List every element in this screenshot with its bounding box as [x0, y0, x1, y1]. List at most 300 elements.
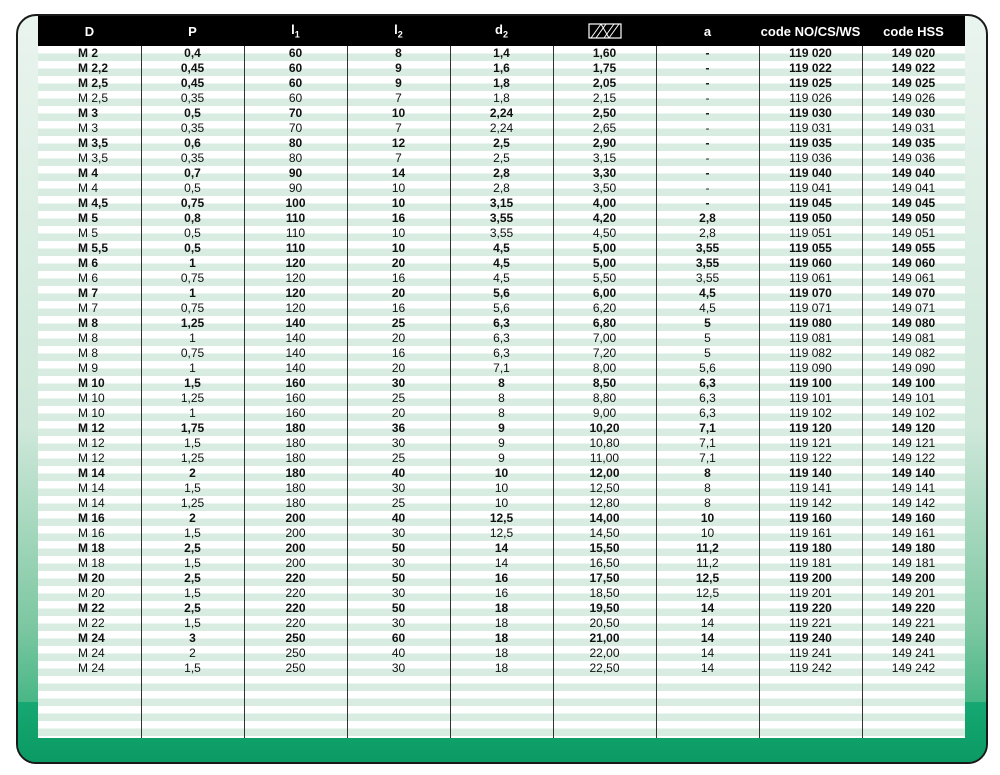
- cell-l2: 10: [391, 226, 406, 240]
- cell-d2: 10: [494, 466, 509, 480]
- cell-l1: 220: [285, 586, 306, 600]
- cell-drill: 8,00: [592, 361, 617, 375]
- table-row: [38, 556, 965, 571]
- cell-code-hss: 149 180: [891, 541, 936, 555]
- table-row: [38, 646, 965, 661]
- cell-l1: 120: [285, 271, 306, 285]
- table-row: [38, 121, 965, 136]
- table-row: [38, 76, 965, 91]
- cell-drill: 22,50: [589, 661, 620, 675]
- cell-d: M 24: [78, 661, 105, 675]
- cell-code-no: 119 241: [789, 646, 832, 660]
- cell-code-no: 119 061: [789, 271, 832, 285]
- cell-d: M 4: [78, 181, 99, 195]
- cell-p: 0,75: [180, 196, 205, 210]
- cell-l2: 14: [391, 166, 406, 180]
- cell-code-no: 119 026: [789, 91, 832, 105]
- cell-code-no: 119 055: [789, 241, 832, 255]
- cell-p: 1,25: [180, 391, 205, 405]
- cell-l2: 20: [391, 286, 406, 300]
- cell-a: 2,8: [699, 211, 716, 225]
- cell-d2: 6,3: [493, 331, 510, 345]
- cell-code-no: 119 220: [789, 601, 832, 615]
- cell-p: 0,8: [184, 211, 201, 225]
- header-d2: [450, 16, 553, 46]
- cell-code-no: 119 240: [789, 631, 832, 645]
- cell-a: 10: [700, 511, 715, 525]
- table-row: [38, 406, 965, 421]
- cell-code-hss: 149 060: [891, 256, 936, 270]
- cell-code-hss: 149 025: [891, 76, 936, 90]
- cell-l2: 25: [391, 451, 406, 465]
- cell-code-no: 119 030: [789, 106, 832, 120]
- cell-code-hss: 149 051: [891, 226, 936, 240]
- cell-d2: 1,4: [493, 46, 510, 60]
- header-row: [38, 16, 965, 46]
- table-row: [38, 166, 965, 181]
- cell-d2: 9: [498, 436, 505, 450]
- cell-d: M 2,2: [78, 61, 109, 75]
- cell-code-no: 119 090: [789, 361, 832, 375]
- cell-l2: 30: [391, 586, 406, 600]
- cell-drill: 2,05: [592, 76, 617, 90]
- cell-a: -: [705, 196, 710, 210]
- cell-p: 1,5: [184, 556, 201, 570]
- cell-drill: 12,00: [589, 466, 620, 480]
- cell-drill: 17,50: [589, 571, 620, 585]
- cell-a: 14: [700, 601, 715, 615]
- cell-code-hss: 149 071: [891, 301, 936, 315]
- header-l1: [244, 16, 347, 46]
- cell-l2: 30: [391, 376, 406, 390]
- header-d2-label: d: [495, 22, 503, 38]
- cell-d: M 3: [78, 106, 99, 120]
- table-row: [38, 241, 965, 256]
- cell-l1: 200: [285, 556, 306, 570]
- cell-d: M 10: [78, 406, 105, 420]
- table-row: [38, 211, 965, 226]
- cell-l1: 160: [285, 376, 306, 390]
- cell-code-no: 119 201: [789, 586, 832, 600]
- cell-d2: 9: [498, 421, 505, 435]
- cell-drill: 7,20: [592, 346, 617, 360]
- cell-code-no: 119 221: [789, 616, 832, 630]
- cell-code-hss: 149 240: [891, 631, 936, 645]
- cell-l1: 90: [288, 166, 303, 180]
- cell-code-hss: 149 181: [891, 556, 936, 570]
- cell-l2: 40: [391, 466, 406, 480]
- table-row: [38, 151, 965, 166]
- cell-l2: 7: [395, 91, 402, 105]
- cell-drill: 19,50: [589, 601, 620, 615]
- cell-d2: 18: [494, 631, 509, 645]
- cell-d2: 1,8: [493, 76, 510, 90]
- cell-a: 6,3: [699, 406, 716, 420]
- cell-code-no: 119 200: [789, 571, 832, 585]
- cell-code-hss: 149 120: [891, 421, 936, 435]
- cell-l1: 110: [285, 211, 306, 225]
- cell-code-no: 119 140: [789, 466, 832, 480]
- table-row: [38, 421, 965, 436]
- cell-p: 1,5: [184, 586, 201, 600]
- cell-l1: 180: [285, 481, 306, 495]
- cell-code-no: 119 122: [789, 451, 832, 465]
- cell-code-no: 119 120: [789, 421, 832, 435]
- cell-l2: 8: [395, 46, 402, 60]
- cell-p: 1,5: [184, 376, 201, 390]
- cell-d: M 6: [78, 256, 99, 270]
- cell-p: 1: [189, 286, 196, 300]
- cell-l1: 120: [285, 301, 306, 315]
- cell-l1: 220: [285, 616, 306, 630]
- cell-d: M 8: [78, 346, 99, 360]
- cell-l2: 50: [391, 601, 406, 615]
- table-row: [38, 631, 965, 646]
- cell-d2: 2,24: [489, 106, 514, 120]
- cell-code-no: 119 082: [789, 346, 832, 360]
- cell-code-hss: 149 101: [891, 391, 936, 405]
- cell-drill: 12,80: [589, 496, 620, 510]
- cell-code-hss: 149 030: [891, 106, 936, 120]
- table-row: [38, 586, 965, 601]
- cell-d2: 8: [498, 391, 505, 405]
- cell-drill: 1,75: [592, 61, 617, 75]
- cell-l1: 140: [285, 346, 306, 360]
- cell-a: 3,55: [695, 241, 720, 255]
- cell-a: 8: [704, 466, 711, 480]
- cell-l2: 10: [391, 106, 406, 120]
- cell-d2: 8: [498, 376, 505, 390]
- cell-code-no: 119 142: [789, 496, 832, 510]
- cell-l2: 20: [391, 406, 406, 420]
- cell-drill: 2,15: [592, 91, 617, 105]
- cell-l1: 120: [285, 256, 306, 270]
- cell-d: M 22: [78, 616, 105, 630]
- cell-code-no: 119 101: [789, 391, 832, 405]
- cell-l2: 20: [391, 331, 406, 345]
- cell-code-hss: 149 220: [891, 601, 936, 615]
- cell-code-hss: 149 200: [891, 571, 936, 585]
- cell-code-no: 119 051: [789, 226, 832, 240]
- cell-d: M 2,5: [78, 76, 109, 90]
- cell-a: -: [705, 76, 710, 90]
- cell-d: M 12: [78, 451, 105, 465]
- cell-l1: 180: [285, 451, 306, 465]
- cell-drill: 15,50: [589, 541, 620, 555]
- cell-drill: 20,50: [589, 616, 620, 630]
- cell-p: 0,45: [180, 61, 205, 75]
- cell-code-hss: 149 141: [891, 481, 936, 495]
- cell-l1: 110: [285, 241, 306, 255]
- cell-d: M 24: [78, 646, 105, 660]
- cell-d: M 4,5: [78, 196, 109, 210]
- cell-d: M 3: [78, 121, 99, 135]
- cell-d2: 9: [498, 451, 505, 465]
- header-d2-subscript: 2: [502, 29, 508, 40]
- cell-p: 1,25: [180, 451, 205, 465]
- cell-p: 0,35: [180, 91, 205, 105]
- cell-d2: 10: [494, 481, 509, 495]
- cell-a: 5: [704, 316, 711, 330]
- cell-l1: 200: [285, 526, 306, 540]
- cell-l1: 110: [285, 226, 306, 240]
- header-code-hss: code HSS: [862, 16, 965, 46]
- cell-code-no: 119 031: [789, 121, 832, 135]
- cell-code-no: 119 035: [789, 136, 832, 150]
- cell-code-hss: 149 031: [891, 121, 936, 135]
- cell-code-no: 119 180: [789, 541, 832, 555]
- cell-l2: 9: [395, 76, 402, 90]
- cell-a: 11,2: [696, 541, 719, 555]
- header-l1-label: l: [291, 22, 295, 38]
- cell-l1: 60: [288, 91, 303, 105]
- table-row: [38, 346, 965, 361]
- cell-l1: 160: [285, 391, 306, 405]
- cell-a: 7,1: [699, 451, 716, 465]
- header-p: P: [141, 16, 244, 46]
- cell-d2: 18: [494, 661, 509, 675]
- cell-d: M 12: [78, 421, 105, 435]
- cell-d: M 5,5: [78, 241, 109, 255]
- cell-p: 1: [189, 406, 196, 420]
- table-frame: [16, 14, 988, 764]
- cell-p: 0,45: [180, 76, 205, 90]
- cell-l2: 36: [391, 421, 406, 435]
- cell-d: M 18: [78, 541, 105, 555]
- cell-d2: 14: [494, 541, 509, 555]
- cell-code-hss: 149 020: [891, 46, 936, 60]
- table-row: [38, 466, 965, 481]
- table-row: [38, 616, 965, 631]
- cell-code-no: 119 141: [789, 481, 832, 495]
- cell-drill: 16,50: [589, 556, 620, 570]
- cell-p: 1,25: [180, 316, 205, 330]
- cell-drill: 6,20: [592, 301, 617, 315]
- table-row: [38, 61, 965, 76]
- cell-l1: 140: [285, 361, 306, 375]
- cell-a: -: [705, 151, 710, 165]
- table-row: [38, 301, 965, 316]
- cell-d2: 14: [494, 556, 509, 570]
- table-row: [38, 571, 965, 586]
- table-row: [38, 391, 965, 406]
- cell-l2: 60: [391, 631, 406, 645]
- table-row: [38, 376, 965, 391]
- cell-d2: 2,5: [493, 136, 510, 150]
- cell-a: -: [705, 136, 710, 150]
- cell-a: -: [705, 121, 710, 135]
- table-row: [38, 361, 965, 376]
- table-row: [38, 601, 965, 616]
- cell-l2: 20: [391, 256, 406, 270]
- cell-p: 3: [189, 631, 196, 645]
- table-body: [38, 46, 965, 676]
- cell-code-hss: 149 122: [891, 451, 936, 465]
- cell-d: M 5: [78, 226, 99, 240]
- cell-l1: 70: [288, 121, 303, 135]
- cell-p: 2,5: [184, 541, 201, 555]
- cell-d2: 2,8: [493, 181, 510, 195]
- cell-p: 1,5: [184, 481, 201, 495]
- cell-p: 0,7: [184, 166, 201, 180]
- cell-d2: 8: [498, 406, 505, 420]
- cell-a: 8: [704, 481, 711, 495]
- cell-l1: 80: [288, 136, 303, 150]
- cell-p: 0,75: [180, 346, 205, 360]
- cell-code-no: 119 081: [789, 331, 832, 345]
- cell-drill: 18,50: [589, 586, 620, 600]
- cell-d2: 2,5: [493, 151, 510, 165]
- cell-d: M 7: [78, 301, 99, 315]
- cell-d: M 9: [78, 361, 99, 375]
- cell-d: M 10: [78, 376, 105, 390]
- cell-code-no: 119 100: [789, 376, 832, 390]
- cell-d: M 2: [78, 46, 99, 60]
- cell-d: M 14: [78, 481, 105, 495]
- cell-code-hss: 149 161: [891, 526, 936, 540]
- cell-drill: 3,15: [592, 151, 617, 165]
- cell-d: M 3,5: [78, 136, 109, 150]
- header-a: a: [656, 16, 759, 46]
- cell-l2: 50: [391, 571, 406, 585]
- cell-d: M 5: [78, 211, 99, 225]
- table-row: [38, 526, 965, 541]
- cell-d: M 20: [78, 586, 105, 600]
- cell-l2: 20: [391, 361, 406, 375]
- cell-code-hss: 149 100: [891, 376, 936, 390]
- table-row: [38, 106, 965, 121]
- cell-drill: 1,60: [592, 46, 617, 60]
- cell-d: M 14: [78, 466, 105, 480]
- cell-code-no: 119 121: [789, 436, 832, 450]
- cell-d: M 18: [78, 556, 105, 570]
- cell-l1: 160: [285, 406, 306, 420]
- cell-p: 2: [189, 646, 196, 660]
- table-row: [38, 136, 965, 151]
- cell-code-no: 119 041: [789, 181, 832, 195]
- cell-l2: 7: [395, 151, 402, 165]
- cell-p: 1,5: [184, 526, 201, 540]
- cell-d: M 4: [78, 166, 99, 180]
- cell-code-no: 119 020: [789, 46, 832, 60]
- cell-d2: 2,8: [493, 166, 510, 180]
- table-row: [38, 511, 965, 526]
- cell-l2: 16: [391, 346, 406, 360]
- cell-d: M 3,5: [78, 151, 109, 165]
- cell-d: M 20: [78, 571, 105, 585]
- cell-code-no: 119 040: [789, 166, 832, 180]
- cell-code-no: 119 102: [789, 406, 832, 420]
- cell-p: 1: [189, 361, 196, 375]
- cell-drill: 4,00: [592, 196, 617, 210]
- cell-d: M 2,5: [78, 91, 109, 105]
- cell-a: 10: [700, 526, 715, 540]
- cell-l1: 220: [285, 601, 306, 615]
- table-row: [38, 286, 965, 301]
- cell-d2: 12,5: [489, 526, 514, 540]
- header-l2-subscript: 2: [397, 29, 403, 40]
- cell-d2: 3,55: [489, 211, 514, 225]
- cell-a: 6,3: [699, 391, 716, 405]
- cell-l2: 30: [391, 481, 406, 495]
- cell-a: 5,6: [699, 361, 716, 375]
- cell-d2: 6,3: [493, 316, 510, 330]
- cell-p: 1: [189, 256, 196, 270]
- cell-l1: 90: [288, 181, 303, 195]
- cell-l2: 12: [391, 136, 406, 150]
- cell-drill: 5,00: [592, 256, 617, 270]
- cell-code-hss: 149 070: [891, 286, 936, 300]
- tap-size-table: [38, 16, 965, 676]
- cell-l1: 200: [285, 511, 306, 525]
- cell-code-no: 119 160: [789, 511, 832, 525]
- cell-d2: 16: [494, 586, 509, 600]
- cell-code-hss: 149 081: [891, 331, 936, 345]
- cell-l2: 30: [391, 526, 406, 540]
- header-l1-subscript: 1: [294, 29, 300, 40]
- cell-a: -: [705, 181, 710, 195]
- cell-code-hss: 149 142: [891, 496, 936, 510]
- cell-code-hss: 149 041: [891, 181, 936, 195]
- cell-l2: 40: [391, 511, 406, 525]
- cell-l1: 60: [288, 76, 303, 90]
- cell-code-hss: 149 050: [891, 211, 936, 225]
- cell-l2: 10: [391, 241, 406, 255]
- cell-a: 14: [700, 661, 715, 675]
- cell-l2: 16: [391, 301, 406, 315]
- cell-code-hss: 149 045: [891, 196, 936, 210]
- cell-a: -: [705, 61, 710, 75]
- cell-code-hss: 149 022: [891, 61, 936, 75]
- cell-p: 0,35: [180, 121, 205, 135]
- cell-l1: 250: [285, 631, 306, 645]
- cell-l2: 50: [391, 541, 406, 555]
- cell-drill: 8,80: [592, 391, 617, 405]
- cell-l1: 200: [285, 541, 306, 555]
- cell-l2: 16: [391, 271, 406, 285]
- cell-drill: 3,30: [592, 166, 617, 180]
- header-d: D: [38, 16, 141, 46]
- cell-l2: 30: [391, 616, 406, 630]
- cell-d: M 7: [78, 286, 99, 300]
- cell-d2: 3,55: [489, 226, 514, 240]
- cell-d2: 18: [494, 601, 509, 615]
- cell-a: 3,55: [695, 271, 720, 285]
- cell-a: 4,5: [699, 286, 716, 300]
- cell-d2: 12,5: [489, 511, 514, 525]
- cell-p: 2,5: [184, 571, 201, 585]
- cell-a: 14: [700, 646, 715, 660]
- cell-d: M 24: [78, 631, 105, 645]
- cell-code-no: 119 070: [789, 286, 832, 300]
- cell-code-hss: 149 242: [891, 661, 936, 675]
- cell-d2: 4,5: [493, 256, 510, 270]
- cell-a: 12,5: [695, 571, 720, 585]
- cell-l1: 250: [285, 661, 306, 675]
- cell-d2: 10: [494, 496, 509, 510]
- cell-a: 14: [700, 631, 715, 645]
- table-row: [38, 91, 965, 106]
- cell-l1: 250: [285, 646, 306, 660]
- cell-code-hss: 149 090: [891, 361, 936, 375]
- cell-p: 1,25: [180, 496, 205, 510]
- cell-d2: 1,6: [493, 61, 510, 75]
- cell-drill: 7,00: [592, 331, 617, 345]
- table-row: [38, 181, 965, 196]
- cell-code-hss: 149 055: [891, 241, 936, 255]
- cell-d2: 4,5: [493, 271, 510, 285]
- cell-d2: 18: [494, 616, 509, 630]
